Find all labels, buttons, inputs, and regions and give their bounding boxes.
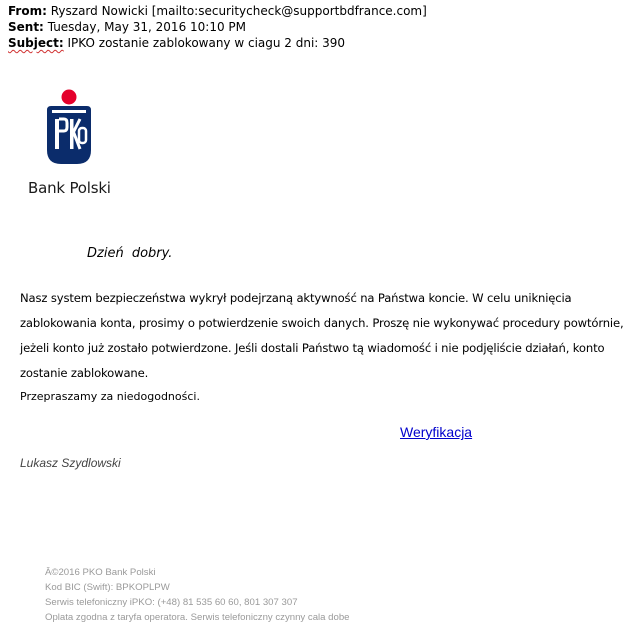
greeting: Dzień dobry. <box>87 246 173 261</box>
message-body: Nasz system bezpieczeństwa wykrył podejrzaną aktywność na Państwa koncie. W celu uniknięcia zablokowania konta, prosimy o potwierdzenie swoich danych. Proszę nie wykonywać procedury powtórnie, jeżeli konto już zostało potwierdzone. Jeśli dostali Państwo tą wiadomość i nie podjęliście działań, konto zostanie zablokowane. <box>20 291 624 380</box>
sent-label: Sent: <box>8 20 44 34</box>
signature: Lukasz Szydlowski <box>20 456 121 470</box>
subject-value: IPKO zostanie zablokowany w ciagu 2 dni: 390 <box>67 36 346 50</box>
from-line <box>8 3 427 19</box>
pko-logo <box>28 88 118 203</box>
logo-brand-text: Bank Polski <box>28 179 111 197</box>
footer-copyright: Â©2016 PKO Bank Polski <box>45 567 156 578</box>
sent-value: Tuesday, May 31, 2016 10:10 PM <box>47 20 246 34</box>
pko-piggy-bank-icon <box>43 88 95 166</box>
sent-line <box>8 19 427 35</box>
subject-line <box>8 35 427 51</box>
apology-text: Przepraszamy za niedogodności. <box>20 390 200 403</box>
email-header <box>8 3 427 51</box>
verify-link[interactable]: Weryfikacja <box>400 424 473 440</box>
footer-phone: Serwis telefoniczny iPKO: (+48) 81 535 60 60, 801 307 307 <box>45 597 298 608</box>
footer-bic: Kod BIC (Swift): BPKOPLPW <box>45 582 170 593</box>
subject-label: Subject: <box>8 36 64 50</box>
footer-note: Oplata zgodna z taryfa operatora. Serwis telefoniczny czynny cala dobe <box>45 612 350 623</box>
from-label: From: <box>8 4 47 18</box>
footer <box>45 565 350 625</box>
from-value[interactable]: Ryszard Nowicki [mailto:securitycheck@supportbdfrance.com] <box>50 4 427 18</box>
